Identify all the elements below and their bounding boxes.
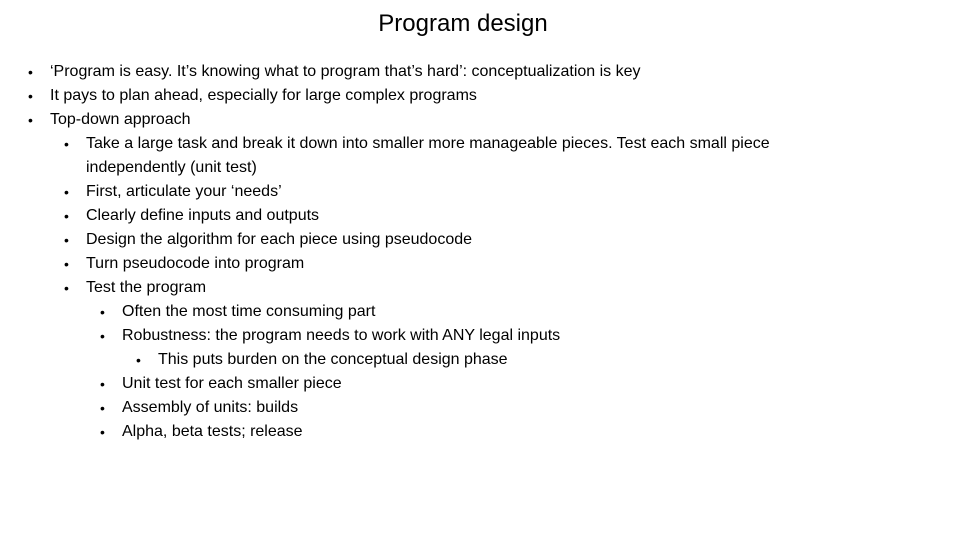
bullet-text: First, articulate your ‘needs’ <box>86 183 282 200</box>
slide-title: Program design <box>378 10 548 37</box>
sub-bullet-item <box>0 132 930 180</box>
bullet-dot-icon: • <box>100 376 105 392</box>
bullet-text: It pays to plan ahead, especially for large complex programs <box>50 87 477 104</box>
bullet-dot-icon: • <box>100 304 105 320</box>
bullet-text: Clearly define inputs and outputs <box>86 207 320 224</box>
bullet-dot-icon: • <box>100 400 105 416</box>
bullet-text: Alpha, beta tests; release <box>122 423 303 440</box>
sub-bullet-item <box>0 180 930 204</box>
bullet-dot-icon: • <box>28 88 33 104</box>
sub-bullet-item <box>0 228 930 252</box>
bullet-dot-icon: • <box>64 208 69 224</box>
sub-sub-bullet-item <box>0 324 930 348</box>
bullet-text: This puts burden on the conceptual design phase <box>158 351 508 368</box>
sub-bullet-item <box>0 252 930 276</box>
bullet-dot-icon: • <box>28 112 33 128</box>
sub-bullet-item <box>0 204 930 228</box>
bullet-text: Design the algorithm for each piece using pseudocode <box>86 231 473 248</box>
sub-sub-bullet-item <box>0 372 930 396</box>
bullet-dot-icon: • <box>64 232 69 248</box>
bullet-text: Often the most time consuming part <box>122 303 376 320</box>
bullet-text: Assembly of units: builds <box>122 399 299 416</box>
bullet-text: Top-down approach <box>50 111 191 128</box>
bullet-text: Test the program <box>86 279 207 296</box>
bullet-dot-icon: • <box>100 424 105 440</box>
bullet-dot-icon: • <box>100 328 105 344</box>
sub-sub-bullet-item <box>0 300 930 324</box>
bullet-dot-icon: • <box>64 256 69 272</box>
bullet-dot-icon: • <box>64 280 69 296</box>
bullet-item <box>0 84 930 108</box>
bullet-dot-icon: • <box>28 64 33 80</box>
bullet-item <box>0 108 930 132</box>
bullet-text: Unit test for each smaller piece <box>122 375 342 392</box>
bullet-text: Turn pseudocode into program <box>86 255 305 272</box>
bullet-list <box>0 60 930 444</box>
sub-sub-bullet-item <box>0 420 930 444</box>
bullet-dot-icon: • <box>64 136 69 152</box>
bullet-text: Take a large task and break it down into smaller more manageable pieces. Test each small piece independently (unit test) <box>86 135 770 176</box>
bullet-dot-icon: • <box>136 352 141 368</box>
bullet-text: ‘Program is easy. It’s knowing what to program that’s hard’: conceptualization is key <box>50 63 641 80</box>
bullet-text: Robustness: the program needs to work with ANY legal inputs <box>122 327 561 344</box>
bullet-dot-icon: • <box>64 184 69 200</box>
sub-sub-bullet-item <box>0 396 930 420</box>
bullet-item <box>0 60 930 84</box>
level4-bullet-item <box>0 348 930 372</box>
sub-bullet-item <box>0 276 930 300</box>
